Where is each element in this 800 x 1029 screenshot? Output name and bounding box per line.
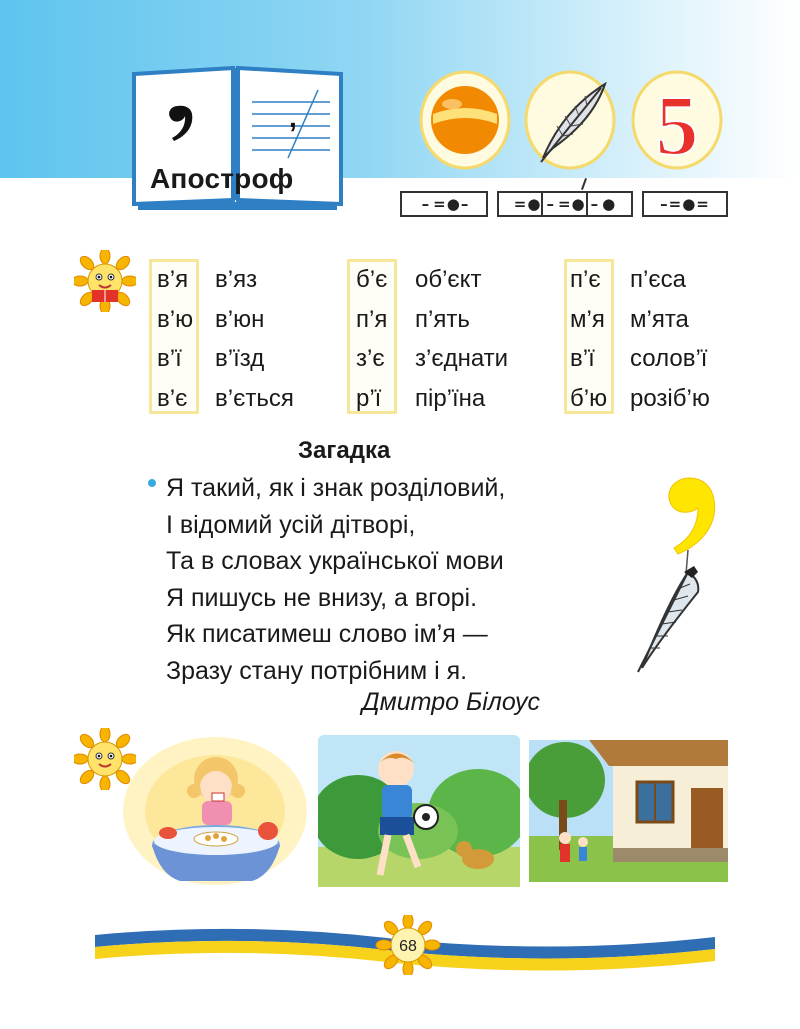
poem-line: Зразу стану потрібним і я. <box>166 656 468 685</box>
bullet-icon <box>148 479 156 487</box>
word-column: п’єса м’ята солов’ї розіб’ю <box>630 266 710 412</box>
poem-line: Як писатимеш слово ім’я — <box>166 620 488 648</box>
ball-icon <box>418 70 513 170</box>
sunflower-reading-icon <box>74 250 136 312</box>
poem-line: Я такий, як і знак розділовий, <box>166 474 506 502</box>
svg-text:5: 5 <box>655 77 699 170</box>
poem-line: Я пишусь не внизу, а вгорі. <box>166 583 478 612</box>
boy-playing-ball-illustration <box>318 735 520 887</box>
sound-scheme-2: =● – =● – ● <box>497 191 633 217</box>
syllable-column: б’є п’я з’є р’ї <box>356 266 388 412</box>
word-column: об’єкт п’ять з’єднати пір’їна <box>415 266 509 412</box>
riddle-poem <box>166 470 505 689</box>
book-mark: , <box>289 102 297 133</box>
poem-line: І відомий усій дітворі, <box>166 510 416 539</box>
riddle-title: Загадка <box>298 437 391 464</box>
feather-icon <box>523 70 618 170</box>
poem-author: Дмитро Білоус <box>362 688 540 716</box>
sound-scheme-1: – =●– <box>400 191 488 217</box>
poem-line: Та в словах української мови <box>166 547 504 575</box>
sound-scheme-3: –=●= <box>642 191 728 217</box>
number-five-icon <box>630 70 725 170</box>
stress-mark <box>581 178 587 190</box>
girl-drinking-tea-illustration <box>120 735 310 887</box>
page-title: Апостроф <box>150 163 294 194</box>
syllable-column: в’я в’ю в’ї в’є <box>157 266 194 412</box>
page-number: 68 <box>399 938 417 955</box>
syllable-column: п’є м’я в’ї б’ю <box>570 266 608 412</box>
apostrophe-feather-icon <box>628 472 738 682</box>
apostrophe-book <box>130 62 345 212</box>
word-column: в’яз в’юн в’їзд в’ється <box>215 266 294 412</box>
house-courtyard-illustration <box>529 740 728 882</box>
